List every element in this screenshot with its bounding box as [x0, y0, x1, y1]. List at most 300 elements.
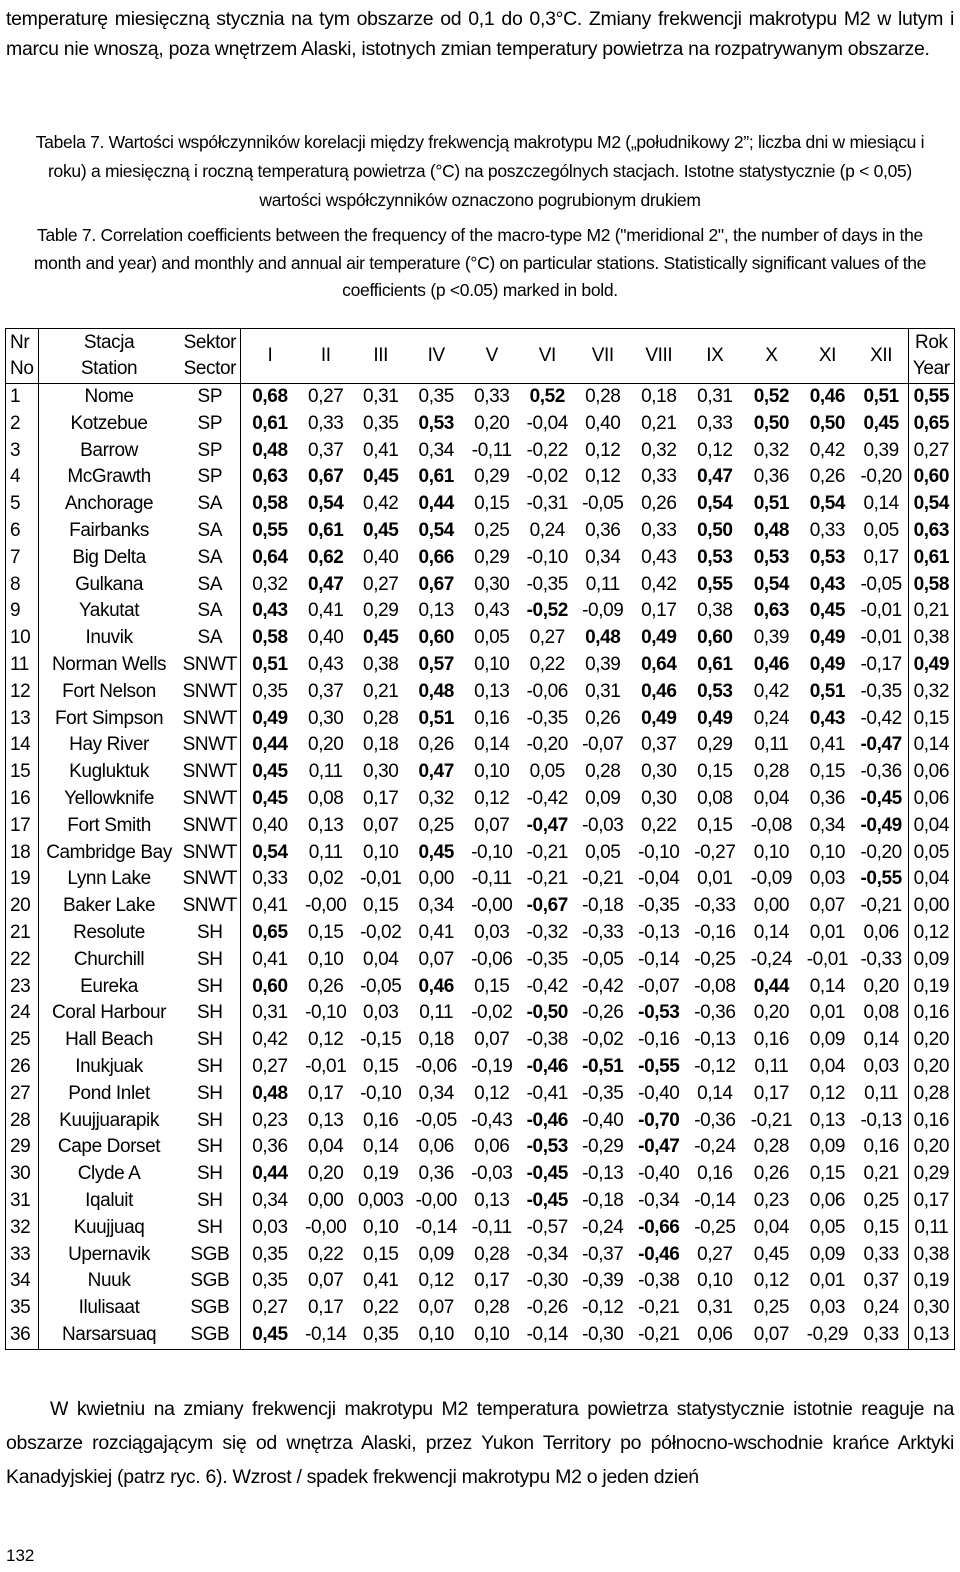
month-value: 0,11	[754, 734, 789, 756]
month-value: -0,10	[526, 546, 568, 568]
station-name: Gulkana	[75, 573, 144, 595]
month-value: -0,05	[360, 975, 402, 997]
year-value: 0,20	[913, 1136, 949, 1158]
month-value: -0,35	[582, 1082, 624, 1104]
month-value: 0,45	[809, 600, 846, 622]
month-value: 0,34	[252, 1189, 288, 1211]
sector-code: SH	[179, 920, 241, 947]
month-value: -0,38	[638, 1270, 680, 1292]
sector-code: SNWT	[179, 813, 241, 840]
month-value: 0,22	[641, 814, 677, 836]
month-value: 0,66	[418, 546, 454, 568]
month-value: 0,00	[418, 868, 454, 890]
correlation-table	[5, 328, 955, 1350]
row-number: 12	[6, 679, 39, 706]
sector-code: SA	[179, 491, 241, 518]
month-value: 0,51	[252, 653, 288, 675]
month-value: 0,51	[855, 384, 908, 411]
month-value: 0,12	[809, 1082, 846, 1104]
month-value: 0,20	[855, 974, 908, 1001]
month-value: 0,03	[363, 1002, 399, 1024]
month-value: -0,41	[526, 1082, 568, 1104]
month-value: 0,17	[753, 1082, 790, 1104]
month-value: -0,13	[694, 1029, 736, 1051]
month-value: 0,49	[641, 627, 677, 649]
month-value: 0,44	[252, 734, 288, 756]
header-month-4: IV	[408, 329, 464, 384]
month-value: -0,01	[360, 868, 402, 890]
sector-code: SGB	[179, 1322, 241, 1349]
month-value: -0,11	[471, 439, 512, 461]
station-name: Baker Lake	[63, 895, 156, 917]
month-value: 0,50	[753, 412, 790, 434]
month-value: -0,01	[305, 1055, 347, 1077]
month-value: -0,24	[694, 1136, 736, 1158]
header-month-9: IX	[687, 329, 743, 384]
month-value: 0,10	[474, 1323, 510, 1345]
month-value: 0,30	[308, 707, 344, 729]
month-value: 0,003	[357, 1189, 404, 1211]
month-value: 0,16	[855, 1134, 908, 1161]
table-row	[6, 438, 955, 465]
month-value: 0,15	[474, 493, 510, 515]
month-value: 0,17	[363, 787, 399, 809]
header-month-6: VI	[520, 329, 576, 384]
month-value: -0,02	[526, 466, 568, 488]
month-value: -0,04	[638, 868, 680, 890]
month-value: 0,41	[308, 600, 344, 622]
month-value: -0,36	[855, 759, 908, 786]
month-value: -0,02	[582, 1029, 624, 1051]
month-value: -0,21	[750, 1109, 793, 1131]
station-name: Kugluktuk	[69, 761, 149, 783]
month-value: 0,36	[809, 787, 846, 809]
month-value: 0,60	[418, 627, 454, 649]
month-value: -0,46	[526, 1055, 568, 1077]
month-value: 0,15	[363, 895, 399, 917]
row-number: 13	[6, 706, 39, 733]
month-value: -0,70	[638, 1109, 680, 1131]
month-value: 0,42	[363, 493, 399, 515]
row-number: 6	[6, 518, 39, 545]
month-value: -0,14	[305, 1323, 347, 1345]
table-row	[6, 866, 955, 893]
month-value: 0,54	[308, 493, 344, 515]
sector-code: SH	[179, 1108, 241, 1135]
month-value: -0,21	[526, 868, 568, 890]
month-value: -0,24	[750, 948, 793, 970]
closing-paragraph-text: W kwietniu na zmiany frekwencji makrotypu M2 temperatura powietrza statystycznie istotnie reaguje na obszarze rozciągającym się od wnętrza Alaski, przez Yukon Territory po północno-wschodnie krańce Arktyki Kanadyjskiej (patrz ryc. 6). Wzrost / spadek frekwencji makrotypu M2 o jeden dzień	[6, 1398, 954, 1488]
month-value: 0,40	[308, 627, 344, 649]
month-value: 0,31	[252, 1002, 288, 1024]
month-value: 0,67	[418, 573, 454, 595]
month-value: 0,45	[855, 411, 908, 438]
month-value: 0,41	[252, 948, 288, 970]
month-value: -0,01	[806, 948, 849, 970]
month-value: 0,22	[363, 1297, 399, 1319]
month-value: 0,12	[474, 787, 510, 809]
month-value: 0,08	[697, 787, 733, 809]
month-value: -0,18	[582, 1189, 624, 1211]
row-number: 23	[6, 974, 39, 1001]
table-row	[6, 947, 955, 974]
table-row	[6, 1081, 955, 1108]
month-value: -0,53	[638, 1002, 680, 1024]
month-value: 0,54	[252, 841, 288, 863]
sector-code: SNWT	[179, 866, 241, 893]
month-value: 0,41	[363, 439, 399, 461]
month-value: -0,49	[855, 813, 908, 840]
row-number: 34	[6, 1268, 39, 1295]
table-row	[6, 974, 955, 1001]
table-row	[6, 1215, 955, 1242]
month-value: -0,51	[582, 1055, 624, 1077]
month-value: 0,63	[753, 600, 790, 622]
month-value: 0,18	[641, 386, 677, 407]
station-name: Narsarsuaq	[61, 1323, 157, 1345]
month-value: 0,06	[809, 1189, 846, 1211]
month-value: 0,25	[753, 1297, 790, 1319]
month-value: -0,01	[855, 598, 908, 625]
month-value: 0,43	[252, 600, 288, 622]
month-value: 0,01	[809, 1270, 846, 1292]
row-number: 19	[6, 866, 39, 893]
month-value: 0,48	[252, 1082, 288, 1104]
month-value: -0,22	[526, 439, 568, 461]
row-number: 20	[6, 893, 39, 920]
row-number: 16	[6, 786, 39, 813]
month-value: 0,05	[585, 841, 621, 863]
month-value: 0,11	[585, 573, 620, 595]
row-number: 15	[6, 759, 39, 786]
year-value: 0,38	[913, 627, 949, 649]
month-value: 0,27	[697, 1243, 733, 1265]
row-number: 30	[6, 1161, 39, 1188]
year-value: 0,00	[913, 895, 949, 917]
month-value: -0,55	[638, 1055, 680, 1077]
month-value: 0,26	[753, 1163, 790, 1185]
month-value: -0,29	[582, 1136, 624, 1158]
station-name: McGrawth	[67, 466, 151, 488]
month-value: 0,20	[308, 734, 344, 756]
month-value: 0,47	[308, 573, 344, 595]
table-row	[6, 1027, 955, 1054]
month-value: 0,01	[809, 921, 846, 943]
table-row	[6, 1108, 955, 1135]
station-name: Norman Wells	[51, 653, 167, 675]
month-value: 0,13	[474, 680, 510, 702]
month-value: -0,02	[471, 1002, 513, 1024]
month-value: 0,46	[809, 386, 846, 407]
month-value: 0,43	[809, 573, 846, 595]
station-name: Coral Harbour	[51, 1002, 167, 1024]
year-value: 0,20	[913, 1055, 949, 1077]
year-value: 0,28	[913, 1082, 949, 1104]
sector-code: SNWT	[179, 786, 241, 813]
month-value: -0,35	[638, 895, 680, 917]
month-value: -0,00	[415, 1189, 457, 1211]
row-number: 18	[6, 840, 39, 867]
month-value: 0,26	[308, 975, 344, 997]
month-value: 0,15	[855, 1215, 908, 1242]
month-value: 0,10	[474, 653, 510, 675]
year-value: 0,65	[913, 412, 949, 434]
month-value: 0,01	[809, 1002, 846, 1024]
sector-code: SH	[179, 1188, 241, 1215]
station-name: Inuvik	[85, 627, 133, 649]
month-value: 0,33	[641, 519, 677, 541]
month-value: 0,65	[252, 921, 288, 943]
month-value: 0,15	[697, 761, 733, 783]
month-value: -0,17	[855, 652, 908, 679]
table-row	[6, 840, 955, 867]
month-value: 0,12	[697, 439, 733, 461]
month-value: 0,35	[418, 386, 454, 407]
month-value: 0,12	[474, 1082, 510, 1104]
intro-paragraph: temperaturę miesięczną stycznia na tym obszarze od 0,1 do 0,3°C. Zmiany frekwencji makrotypu M2 w lutym i marcu nie wnoszą, poza wnętrzem Alaski, istotnych zmian temperatury powietrza na rozpatrywanym obszarze.	[6, 8, 954, 60]
year-value: 0,27	[913, 439, 949, 461]
month-value: -0,47	[855, 732, 908, 759]
month-value: 0,06	[418, 1136, 454, 1158]
table-row	[6, 732, 955, 759]
sector-code: SH	[179, 1027, 241, 1054]
month-value: 0,26	[585, 707, 621, 729]
month-value: 0,45	[418, 841, 454, 863]
station-name: Hall Beach	[65, 1029, 153, 1051]
station-name: Pond Inlet	[68, 1082, 150, 1104]
month-value: 0,29	[697, 734, 733, 756]
station-name: Cambridge Bay	[46, 841, 172, 863]
year-value: 0,19	[913, 975, 949, 997]
sector-code: SNWT	[179, 679, 241, 706]
month-value: 0,29	[474, 546, 510, 568]
month-value: -0,35	[526, 948, 568, 970]
month-value: 0,53	[809, 546, 846, 568]
month-value: -0,67	[526, 895, 568, 917]
year-value: 0,55	[913, 386, 949, 407]
month-value: 0,43	[809, 707, 846, 729]
month-value: -0,07	[582, 734, 624, 756]
header-month-5: V	[464, 329, 520, 384]
month-value: -0,42	[855, 706, 908, 733]
year-value: 0,14	[913, 734, 949, 756]
month-value: 0,06	[855, 920, 908, 947]
row-number: 1	[6, 384, 39, 411]
month-value: 0,15	[809, 1163, 846, 1185]
month-value: 0,15	[474, 975, 510, 997]
month-value: -0,06	[471, 948, 513, 970]
sector-code: SNWT	[179, 759, 241, 786]
station-name: Lynn Lake	[67, 868, 151, 890]
month-value: 0,05	[474, 627, 510, 649]
station-name: Nome	[84, 386, 134, 407]
station-name: Kuujjuaq	[73, 1216, 145, 1238]
month-value: 0,04	[753, 787, 790, 809]
row-number: 33	[6, 1242, 39, 1269]
month-value: 0,38	[697, 600, 733, 622]
month-value: 0,10	[753, 841, 790, 863]
row-number: 27	[6, 1081, 39, 1108]
year-value: 0,06	[913, 787, 949, 809]
month-value: 0,68	[252, 386, 288, 407]
month-value: 0,29	[474, 466, 510, 488]
month-value: 0,17	[308, 1082, 344, 1104]
table-row	[6, 625, 955, 652]
month-value: 0,11	[419, 1002, 454, 1024]
month-value: 0,20	[474, 412, 510, 434]
station-name: Fort Smith	[67, 814, 151, 836]
sector-code: SGB	[179, 1268, 241, 1295]
month-value: 0,45	[363, 466, 399, 488]
month-value: -0,05	[582, 948, 624, 970]
year-value: 0,19	[913, 1270, 949, 1292]
month-value: -0,40	[638, 1082, 680, 1104]
month-value: 0,33	[252, 868, 288, 890]
month-value: -0,18	[582, 895, 624, 917]
month-value: -0,21	[638, 1297, 680, 1319]
month-value: 0,35	[363, 1323, 399, 1345]
month-value: 0,07	[418, 948, 454, 970]
table-row	[6, 491, 955, 518]
table-header-row	[6, 329, 955, 384]
month-value: 0,31	[363, 386, 399, 407]
year-value: 0,21	[913, 600, 949, 622]
station-name: Ilulisaat	[78, 1297, 140, 1319]
month-value: -0,11	[471, 868, 512, 890]
header-nr: Nr No	[6, 329, 39, 384]
month-value: 0,14	[363, 1136, 399, 1158]
row-number: 10	[6, 625, 39, 652]
month-value: 0,34	[418, 439, 454, 461]
month-value: -0,20	[526, 734, 568, 756]
table-caption-polish: Tabela 7. Wartości współczynników korelacji między frekwencją makrotypu M2 („południkowy 2”; liczba dni w miesiącu i roku) a miesięczną i roczną temperaturą powietrza (°C) na poszczególnych stacjach. Istotne statystycznie (p < 0,05) wartości współczynników oznaczono pogrubionym drukiem	[35, 132, 925, 210]
month-value: 0,39	[753, 627, 790, 649]
header-year: Rok Year	[908, 329, 954, 384]
month-value: -0,31	[526, 493, 568, 515]
month-value: -0,16	[638, 1029, 680, 1051]
month-value: 0,27	[252, 1297, 288, 1319]
month-value: -0,01	[855, 625, 908, 652]
month-value: 0,61	[308, 519, 344, 541]
month-value: 0,30	[474, 573, 510, 595]
month-value: 0,01	[697, 868, 733, 890]
closing-paragraph	[6, 1392, 954, 1494]
month-value: 0,33	[308, 412, 344, 434]
month-value: -0,26	[526, 1297, 568, 1319]
year-value: 0,63	[913, 519, 949, 541]
month-value: 0,53	[697, 680, 733, 702]
month-value: 0,35	[252, 1270, 288, 1292]
month-value: 0,05	[855, 518, 908, 545]
month-value: 0,51	[753, 493, 790, 515]
row-number: 31	[6, 1188, 39, 1215]
year-value: 0,54	[913, 493, 949, 515]
year-value: 0,17	[913, 1189, 949, 1211]
month-value: 0,52	[753, 386, 790, 407]
month-value: 0,15	[363, 1055, 399, 1077]
month-value: 0,48	[753, 519, 790, 541]
table-row	[6, 1054, 955, 1081]
station-name: Fairbanks	[69, 519, 149, 541]
table-row	[6, 813, 955, 840]
month-value: 0,28	[474, 1243, 510, 1265]
month-value: 0,04	[809, 1055, 846, 1077]
month-value: 0,42	[753, 680, 790, 702]
row-number: 25	[6, 1027, 39, 1054]
row-number: 35	[6, 1295, 39, 1322]
sector-code: SH	[179, 1161, 241, 1188]
month-value: 0,05	[809, 1216, 846, 1238]
header-sector: Sektor Sector	[179, 329, 241, 384]
month-value: 0,58	[252, 493, 288, 515]
month-value: 0,14	[753, 921, 790, 943]
month-value: 0,30	[641, 761, 677, 783]
month-value: 0,48	[418, 680, 454, 702]
table-row	[6, 572, 955, 599]
month-value: 0,29	[363, 600, 399, 622]
month-value: 0,22	[529, 653, 565, 675]
month-value: 0,34	[809, 814, 846, 836]
month-value: 0,14	[855, 1027, 908, 1054]
month-value: -0,14	[638, 948, 680, 970]
month-value: 0,03	[474, 921, 510, 943]
row-number: 26	[6, 1054, 39, 1081]
table-row	[6, 786, 955, 813]
month-value: -0,03	[582, 814, 624, 836]
row-number: 17	[6, 813, 39, 840]
month-value: 0,21	[641, 412, 677, 434]
table-row	[6, 1295, 955, 1322]
month-value: 0,15	[308, 921, 344, 943]
month-value: -0,35	[526, 707, 568, 729]
month-value: 0,42	[809, 439, 846, 461]
month-value: 0,24	[855, 1295, 908, 1322]
sector-code: SH	[179, 1134, 241, 1161]
month-value: 0,27	[529, 627, 565, 649]
table-row	[6, 679, 955, 706]
sector-code: SH	[179, 947, 241, 974]
row-number: 29	[6, 1134, 39, 1161]
month-value: 0,42	[252, 1029, 288, 1051]
month-value: 0,34	[585, 546, 621, 568]
month-value: 0,54	[697, 493, 733, 515]
year-value: 0,12	[913, 921, 949, 943]
month-value: 0,30	[641, 787, 677, 809]
station-name: Fort Nelson	[62, 680, 156, 702]
month-value: 0,17	[641, 600, 677, 622]
month-value: 0,33	[641, 466, 677, 488]
month-value: -0,10	[360, 1082, 402, 1104]
month-value: 0,14	[697, 1082, 733, 1104]
row-number: 4	[6, 464, 39, 491]
sector-code: SH	[179, 974, 241, 1001]
month-value: 0,49	[697, 707, 733, 729]
month-value: -0,33	[855, 947, 908, 974]
month-value: -0,06	[526, 680, 568, 702]
month-value: 0,09	[809, 1029, 846, 1051]
month-value: 0,33	[855, 1242, 908, 1269]
station-name: Resolute	[73, 921, 145, 943]
year-value: 0,29	[913, 1163, 949, 1185]
table-row	[6, 384, 955, 411]
month-value: 0,15	[697, 814, 733, 836]
month-value: 0,12	[585, 466, 621, 488]
month-value: 0,21	[855, 1161, 908, 1188]
month-value: 0,61	[697, 653, 733, 675]
month-value: -0,08	[750, 814, 793, 836]
station-name: Upernavik	[68, 1243, 151, 1265]
month-value: 0,11	[308, 761, 343, 783]
